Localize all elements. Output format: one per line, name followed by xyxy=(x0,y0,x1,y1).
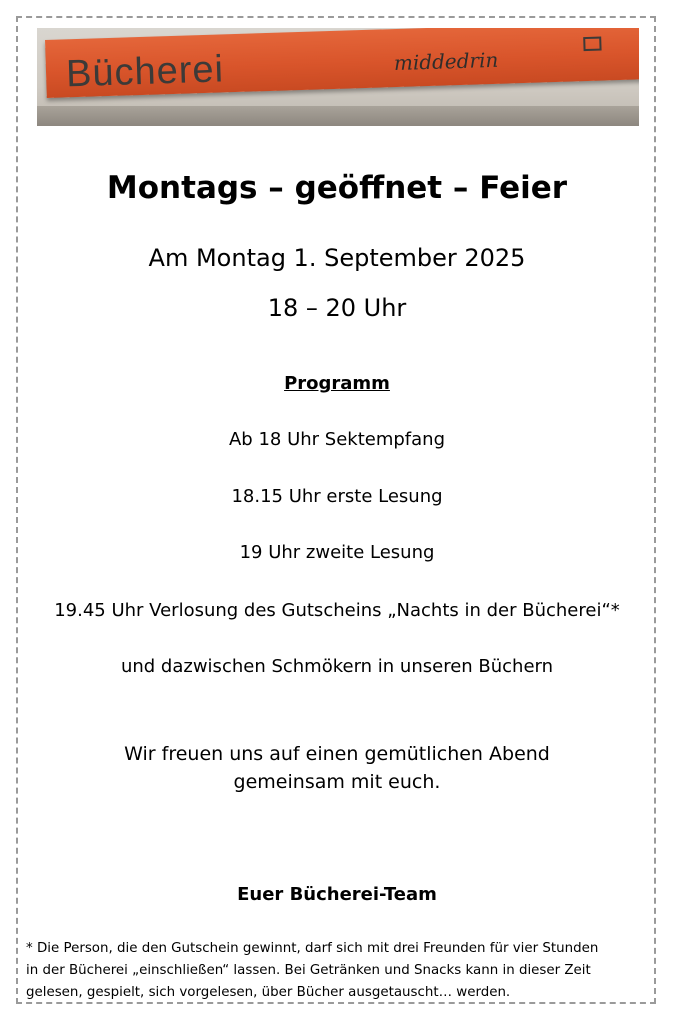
footnote-line: gelesen, gespielt, sich vorgelesen, über Bücher ausgetauscht… werden. xyxy=(26,985,511,1000)
program-item: 19 Uhr zweite Lesung xyxy=(239,542,435,563)
closing-line: gemeinsam mit euch. xyxy=(233,771,441,793)
footnote xyxy=(26,938,656,1004)
page-title: Montags – geöffnet – Feier xyxy=(106,170,568,206)
event-time: 18 – 20 Uhr xyxy=(267,294,407,322)
signature: Euer Bücherei-Team xyxy=(237,884,437,905)
program-item: Ab 18 Uhr Sektempfang xyxy=(228,429,445,450)
sign-name: Bücherei xyxy=(65,48,225,96)
program-heading: Programm xyxy=(284,373,390,394)
page-border xyxy=(16,16,656,1004)
footnote-line: in der Bücherei „einschließen“ lassen. Bei Getränken und Snacks kann in dieser Zeit xyxy=(26,963,591,978)
program-item: 18.15 Uhr erste Lesung xyxy=(231,486,443,507)
program-item: und dazwischen Schmökern in unseren Büchern xyxy=(120,656,554,677)
event-date: Am Montag 1. September 2025 xyxy=(148,244,526,272)
photo-shadow xyxy=(37,106,639,126)
closing-line: Wir freuen uns auf einen gemütlichen Abend xyxy=(124,743,550,765)
footnote-line: * Die Person, die den Gutschein gewinnt, darf sich mit drei Freunden für vier Stunden xyxy=(26,941,599,956)
program-item: 19.45 Uhr Verlosung des Gutscheins „Nachts in der Bücherei“* xyxy=(54,600,620,621)
sign-subtitle: middedrin xyxy=(393,47,499,76)
logo-icon xyxy=(583,37,601,52)
header-photo xyxy=(37,28,639,126)
closing-text xyxy=(0,740,674,796)
library-sign xyxy=(45,28,639,98)
